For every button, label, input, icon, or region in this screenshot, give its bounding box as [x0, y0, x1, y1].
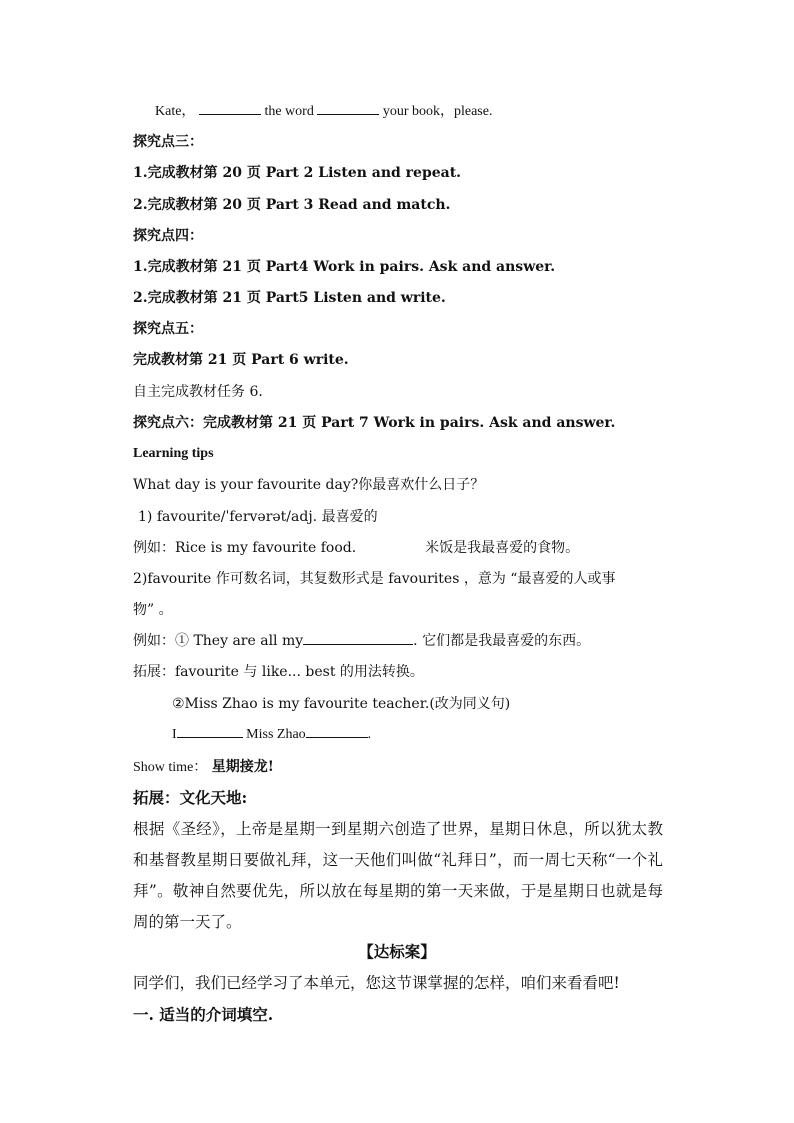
assessment-title: 【达标案】 — [358, 942, 436, 961]
fill-sentence — [155, 102, 492, 122]
tips-heading: Learning tips — [133, 446, 214, 461]
point5-item2: 自主完成教材任务 6. — [133, 384, 263, 400]
example1-english: 例如：Rice is my favourite food. — [133, 540, 357, 556]
culture-heading: 拓展：文化天地: — [133, 788, 248, 807]
show-time-content: 星期接龙! — [211, 759, 274, 775]
tips-example-2 — [133, 631, 590, 651]
fill-suffix: your book，please. — [382, 104, 493, 119]
point4-heading: 探究点四： — [133, 228, 203, 244]
point4-item2: 2.完成教材第 21 页 Part5 Listen and write. — [133, 290, 446, 306]
show-time — [133, 757, 274, 778]
fill-prefix: Kate， — [155, 104, 196, 119]
point4-item1: 1.完成教材第 21 页 Part4 Work in pairs. Ask and answer. — [133, 259, 556, 275]
tips-example-3: ②Miss Zhao is my favourite teacher.(改为同义句) — [172, 696, 511, 712]
point3-item2: 2.完成教材第 20 页 Part 3 Read and match. — [133, 197, 451, 213]
answer-blank[interactable] — [303, 632, 413, 645]
tips-definition-2-line1: 2)favourite 作可数名词，其复数形式是 favourites ，意为 “最喜爱的人或事 — [133, 571, 616, 587]
show-time-label: Show time： — [133, 760, 208, 775]
tips-example-3-answer — [172, 725, 371, 745]
point5-heading: 探究点五： — [133, 321, 203, 337]
point5-item1: 完成教材第 21 页 Part 6 write. — [133, 352, 349, 368]
example2-suffix: . 它们都是我最喜爱的东西。 — [413, 633, 591, 649]
example2-prefix: 例如：① They are all my — [133, 633, 304, 649]
fill-middle: the word — [264, 104, 314, 119]
answer-blank[interactable] — [177, 725, 243, 738]
tips-definition-1: 1) favourite/ˈfervərət/adj. 最喜爱的 — [138, 509, 378, 525]
example3-suffix: . — [367, 727, 372, 742]
example1-chinese: 米饭是我最喜爱的食物。 — [425, 540, 580, 556]
answer-blank[interactable] — [306, 725, 368, 738]
assessment-intro: 同学们，我们已经学习了本单元，您这节课掌握的怎样，咱们来看看吧! — [133, 974, 620, 992]
tips-extend: 拓展：favourite 与 like... best 的用法转换。 — [133, 664, 424, 680]
example3-prefix: I — [172, 727, 177, 742]
tips-question: What day is your favourite day?你最喜欢什么日子？ — [133, 477, 485, 493]
answer-blank[interactable] — [199, 102, 261, 115]
answer-blank[interactable] — [317, 102, 379, 115]
culture-paragraph: 根据《圣经》，上帝是星期一到星期六创造了世界，星期日休息，所以犹太教和基督教星期日要做礼拜，这一天他们叫做“礼拜日”，而一周七天称“一个礼拜”。敬神自然要优先，所以放在每星期的第一天来做，于是星期日也就是每周的第一天了。 — [133, 820, 663, 931]
tips-example-1 — [133, 538, 579, 558]
point3-heading: 探究点三： — [133, 134, 203, 150]
point3-item1: 1.完成教材第 20 页 Part 2 Listen and repeat. — [133, 165, 462, 181]
example3-middle: Miss Zhao — [246, 727, 306, 742]
point6-heading: 探究点六：完成教材第 21 页 Part 7 Work in pairs. Ask and answer. — [133, 415, 616, 431]
tips-definition-2-line2: 物” 。 — [133, 602, 173, 618]
assessment-section-1: 一. 适当的介词填空. — [133, 1005, 274, 1024]
